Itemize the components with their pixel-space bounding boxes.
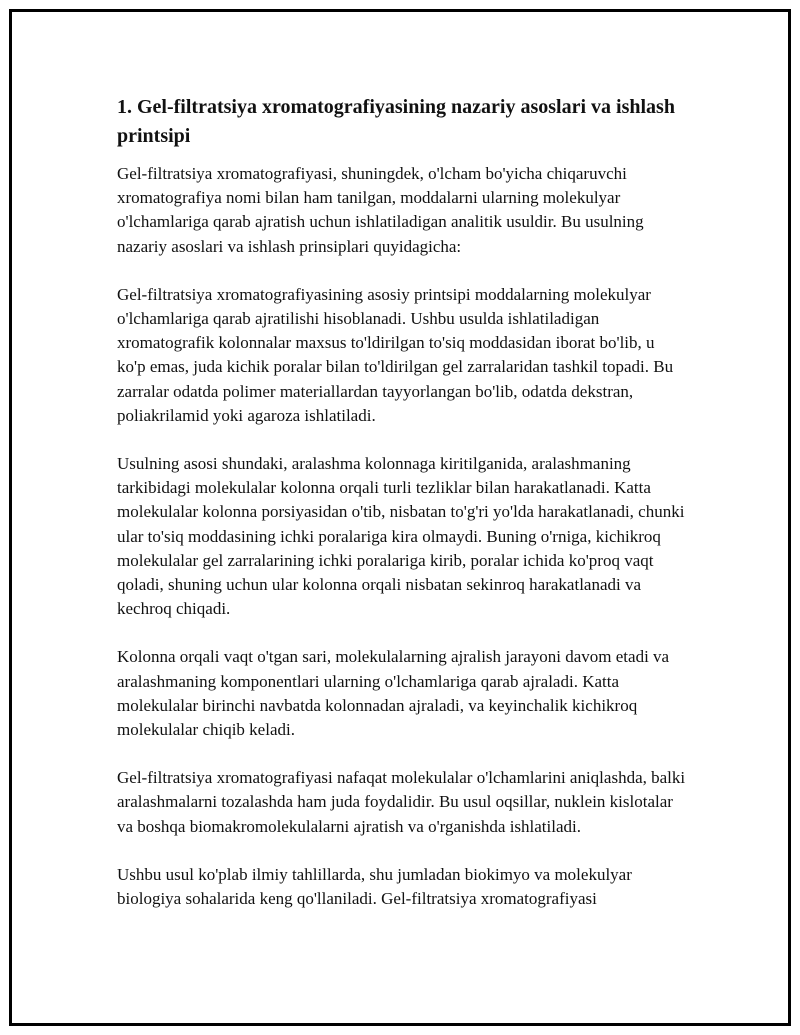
paragraph-usage: Ushbu usul ko'plab ilmiy tahlillarda, shu jumladan biokimyo va molekulyar biologiya sohalarida keng qo'llaniladi. Gel-filtratsiya xromatografiyasi [117, 864, 632, 909]
section-heading: 1. Gel-filtratsiya xromatografiyasining nazariy asoslari va ishlash printsipi [117, 96, 675, 147]
document-body [117, 93, 687, 935]
paragraph-mechanism: Usulning asosi shundaki, aralashma kolonnaga kiritilganida, aralashmaning tarkibidagi molekulalar kolonna orqali turli tezliklar bilan harakatlanadi. Katta molekulalar kolonna porsiyasidan o'tib, nisbatan to'g'ri yo'lda harakatlanadi, chunki ular to'siq moddasining ichki poralariga kira olmaydi. Buning o'rniga, kichikroq molekulalar gel zarralarining ichki poralariga kirib, poralar ichida ko'proq vaqt qoladi, shuning uchun ular kolonna orqali nisbatan sekinroq harakatlanadi va kechroq chiqadi. [117, 454, 685, 619]
paragraph-applications: Gel-filtratsiya xromatografiyasi nafaqat molekulalar o'lchamlarini aniqlashda, balki aralashmalarni tozalashda ham juda foydalidir. Bu usul oqsillar, nuklein kislotalar va boshqa biomakromolekulalarni ajratish va o'rganishda ishlatiladi. [117, 768, 686, 836]
paragraph-separation: Kolonna orqali vaqt o'tgan sari, molekulalarning ajralish jarayoni davom etadi va aralashmaning komponentlari ularning o'lchamlariga qarab ajraladi. Katta molekulalar birinchi navbatda kolonnadan ajraladi, va keyinchalik kichikroq molekulalar chiqib keladi. [117, 647, 670, 740]
paragraph-intro: Gel-filtratsiya xromatografiyasi, shuningdek, o'lcham bo'yicha chiqaruvchi xromatografiya nomi bilan ham tanilgan, moddalarni ularning molekulyar o'lchamlariga qarab ajratish uchun ishlatiladigan analitik usuldir. Bu usulning nazariy asoslari va ishlash prinsiplari quyidagicha: [117, 164, 644, 256]
paragraph-principle: Gel-filtratsiya xromatografiyasining asosiy printsipi moddalarning molekulyar o'lchamlariga qarab ajratilishi hisoblanadi. Ushbu usulda ishlatiladigan xromatografik kolonnalar maxsus to'ldirilgan to'siq moddasidan iborat bo'lib, u ko'p emas, juda kichik poralar bilan to'ldirilgan gel zarralaridan tashkil topadi. Bu zarralar odatda polimer materiallardan tayyorlangan bo'lib, odatda dekstran, poliakrilamid yoki agaroza ishlatiladi. [117, 284, 674, 425]
